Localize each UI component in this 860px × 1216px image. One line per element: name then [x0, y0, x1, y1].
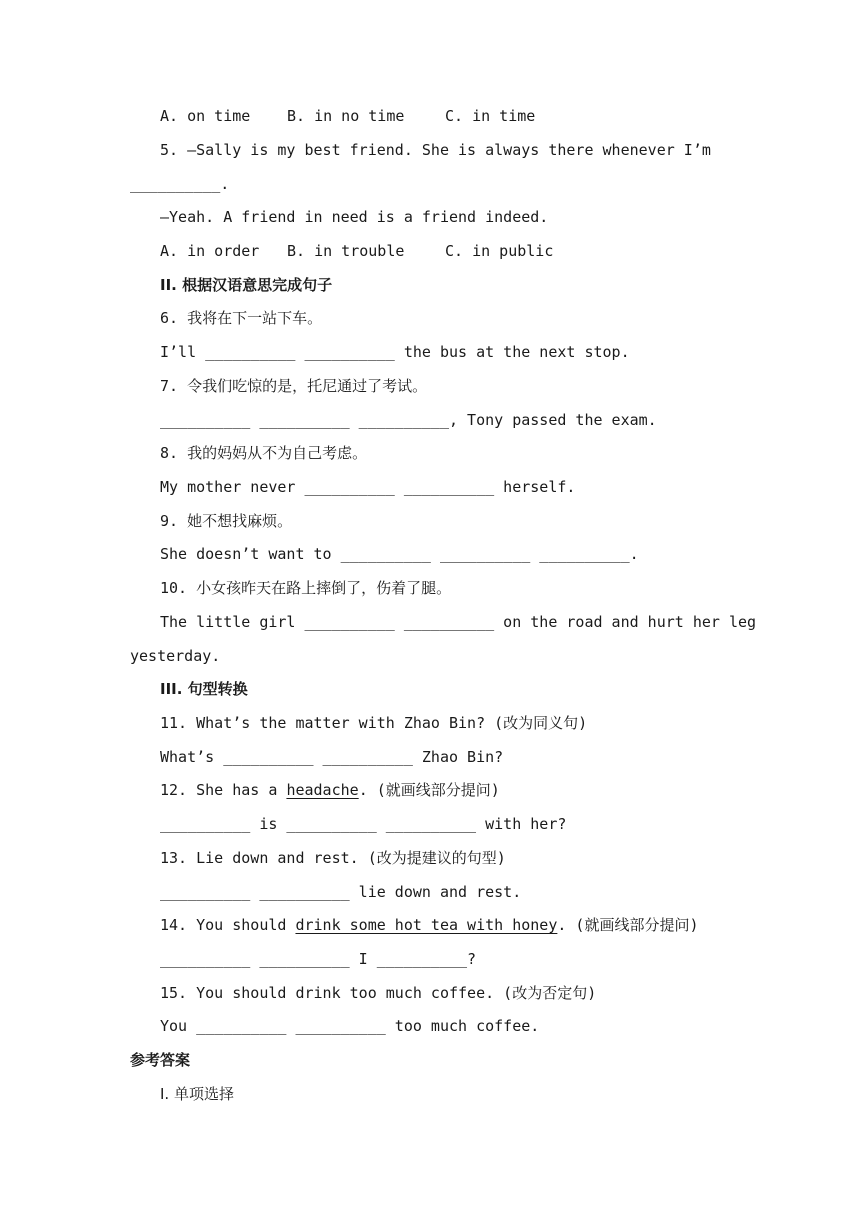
question-10: 10. 小女孩昨天在路上摔倒了，伤着了腿。	[160, 579, 452, 597]
question-11-answer: What’s __________ __________ Zhao Bin?	[160, 748, 504, 766]
question-6-answer: I’ll __________ __________ the bus at the next stop.	[160, 343, 630, 361]
q4-options	[160, 99, 730, 133]
question-8: 8. 我的妈妈从不为自己考虑。	[160, 444, 368, 462]
question-15-answer: You __________ __________ too much coffee.	[160, 1017, 540, 1035]
question-13-answer: __________ __________ lie down and rest.	[160, 883, 522, 901]
question-10-answer-cont: yesterday.	[130, 647, 221, 665]
option-c: C. in time	[445, 107, 536, 125]
q5-options	[160, 234, 730, 268]
question-12-prefix: 12. She has a	[160, 781, 287, 799]
option-c: C. in public	[445, 242, 554, 260]
answers-title: 参考答案	[130, 1051, 191, 1069]
question-14-prefix: 14. You should	[160, 916, 296, 934]
question-5: 5. —Sally is my best friend. She is always there whenever I’m	[160, 141, 711, 159]
option-a: A. in order	[160, 242, 260, 260]
question-13: 13. Lie down and rest. (改为提建议的句型)	[160, 849, 506, 867]
question-8-answer: My mother never __________ __________ herself.	[160, 478, 576, 496]
question-12-underlined: headache	[286, 781, 359, 799]
option-b: B. in trouble	[287, 242, 405, 260]
question-9-answer: She doesn’t want to __________ __________ __________.	[160, 545, 639, 563]
question-7: 7. 令我们吃惊的是，托尼通过了考试。	[160, 377, 428, 395]
question-7-answer: __________ __________ __________, Tony passed the exam.	[160, 411, 657, 429]
question-14-answer: __________ __________ I __________?	[160, 950, 477, 968]
question-9: 9. 她不想找麻烦。	[160, 512, 293, 530]
question-6: 6. 我将在下一站下车。	[160, 309, 323, 327]
question-14-suffix: . (就画线部分提问)	[557, 916, 699, 934]
question-14	[160, 908, 730, 942]
question-10-answer: The little girl __________ __________ on the road and hurt her leg	[160, 613, 757, 631]
question-12	[160, 773, 730, 807]
option-a: A. on time	[160, 107, 251, 125]
question-11: 11. What’s the matter with Zhao Bin? (改为同义句)	[160, 714, 588, 732]
section-3-heading: III. 句型转换	[160, 680, 248, 698]
question-12-answer: __________ is __________ __________ with her?	[160, 815, 567, 833]
section-2-heading: II. 根据汉语意思完成句子	[160, 276, 333, 294]
question-5-reply: —Yeah. A friend in need is a friend indeed.	[160, 208, 549, 226]
answers-section-1: I. 单项选择	[160, 1085, 234, 1103]
question-5-blank: __________.	[130, 175, 230, 193]
question-12-suffix: . (就画线部分提问)	[358, 781, 500, 799]
question-14-underlined: drink some hot tea with honey	[295, 916, 558, 934]
question-15: 15. You should drink too much coffee. (改为否定句)	[160, 984, 597, 1002]
option-b: B. in no time	[287, 107, 405, 125]
